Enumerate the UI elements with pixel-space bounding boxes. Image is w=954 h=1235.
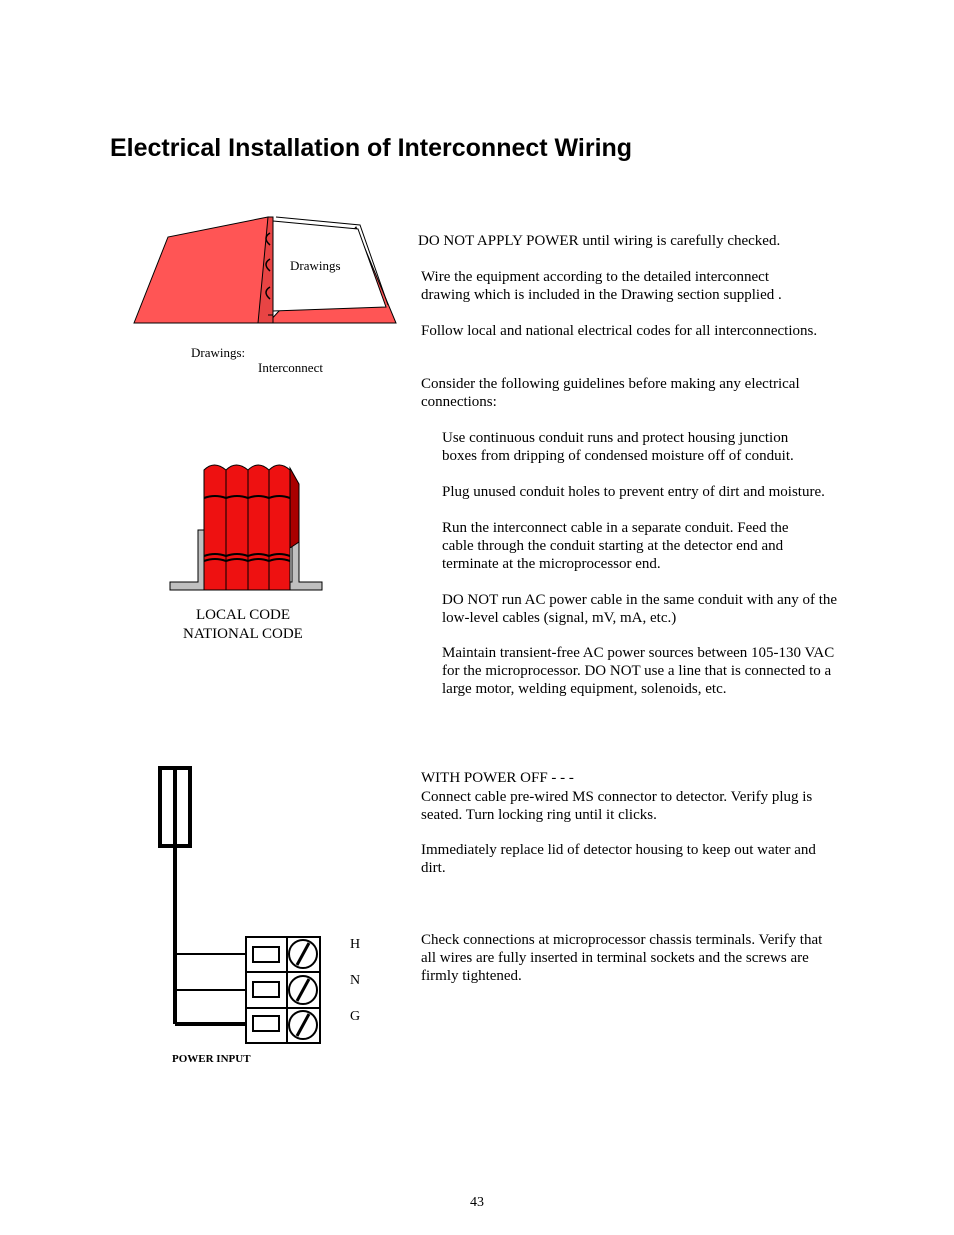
guidelines-intro: Consider the following guidelines before making any electrical connections: bbox=[421, 376, 800, 410]
power-wiring-diagram bbox=[155, 765, 330, 1050]
terminal-label-g: G bbox=[350, 1009, 361, 1024]
power-input-caption: POWER INPUT bbox=[172, 1053, 251, 1065]
codes-instruction: Follow local and national electrical codes for all interconnections. bbox=[421, 323, 818, 339]
power-off-heading: WITH POWER OFF - - - bbox=[421, 770, 574, 786]
terminal-label-n: N bbox=[350, 973, 361, 988]
code-books-illustration bbox=[168, 458, 324, 592]
wiring-instruction: Wire the equipment according to the detailed interconnect drawing which is included in the Drawing section supplied . bbox=[421, 269, 782, 303]
guideline-item: Plug unused conduit holes to prevent entry of dirt and moisture. bbox=[442, 484, 825, 500]
local-code-label: LOCAL CODE bbox=[196, 607, 291, 623]
page-title: Electrical Installation of Interconnect Wiring bbox=[110, 134, 633, 162]
binder-illustration bbox=[130, 215, 400, 330]
binder-page-label: Drawings bbox=[290, 258, 341, 273]
terminal-label-h: H bbox=[350, 937, 361, 952]
guideline-item: Maintain transient-free AC power sources between 105-130 VAC for the microprocessor. DO NOT use a line that is connected to a large motor, welding equipment, solenoids, etc. bbox=[442, 645, 835, 697]
terminal-check-instruction: Check connections at microprocessor chassis terminals. Verify that all wires are fully inserted in terminal sockets and the screws are firmly tightened. bbox=[421, 932, 823, 984]
lid-instruction: Immediately replace lid of detector housing to keep out water and dirt. bbox=[421, 842, 816, 876]
binder-caption-line1: Drawings: bbox=[191, 345, 246, 360]
national-code-label: NATIONAL CODE bbox=[183, 626, 303, 642]
guideline-item: DO NOT run AC power cable in the same conduit with any of the low-level cables (signal, mV, mA, etc.) bbox=[442, 592, 838, 626]
guideline-item: Run the interconnect cable in a separate conduit. Feed the cable through the conduit starting at the detector end and terminate at the microprocessor end. bbox=[442, 520, 789, 572]
page-number: 43 bbox=[470, 1195, 484, 1210]
guideline-item: Use continuous conduit runs and protect housing junction boxes from dripping of condensed moisture off of conduit. bbox=[442, 430, 794, 464]
binder-caption-line2: Interconnect bbox=[258, 360, 323, 375]
power-warning: DO NOT APPLY POWER until wiring is carefully checked. bbox=[418, 233, 781, 249]
connector-instruction: Connect cable pre-wired MS connector to detector. Verify plug is seated. Turn locking ring until it clicks. bbox=[421, 789, 813, 823]
